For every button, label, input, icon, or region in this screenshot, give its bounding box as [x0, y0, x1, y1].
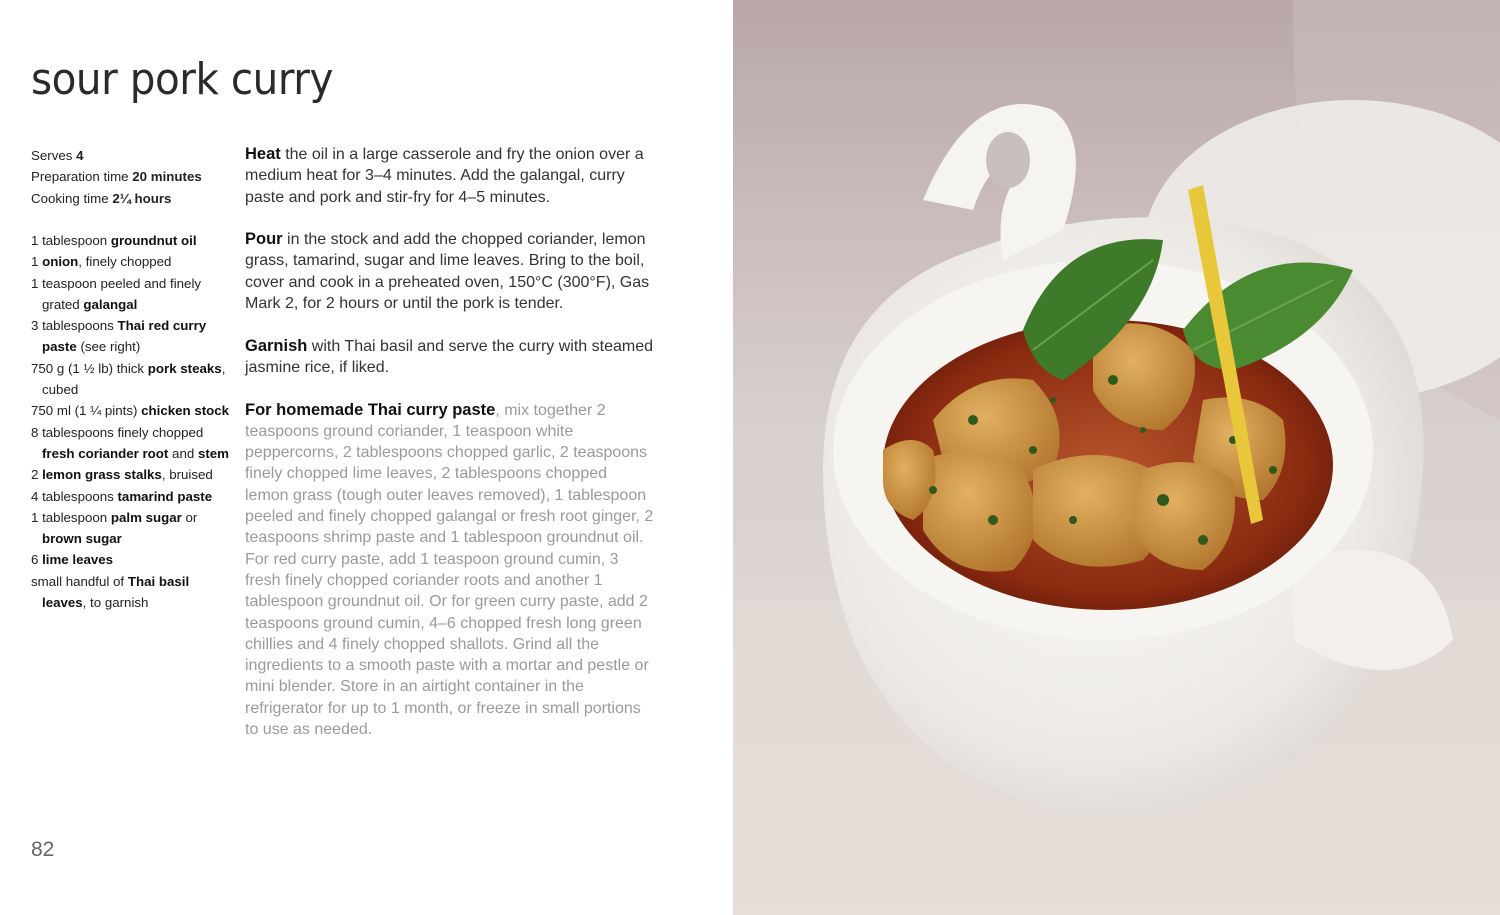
ingredient-name: pork steaks: [147, 360, 222, 376]
ingredient-item: [31, 507, 236, 550]
note-lead: For homemade Thai curry paste: [245, 400, 496, 419]
ingredient-name: lemon grass stalks: [42, 467, 162, 483]
method-step: [245, 229, 655, 314]
method-step-text: in the stock and add the chopped coriander, lemon grass, tamarind, sugar and lime leaves. Bring to the boil, cover and cook in a preheated oven, 150°C (300°F), Gas Mark 2, for 2 hours or until the pork is tender.: [245, 231, 650, 313]
ingredient-name: chicken stock: [141, 403, 230, 419]
method-step-lead: Garnish: [245, 336, 308, 355]
recipe-meta: [31, 145, 236, 209]
ingredient-detail: (see right): [76, 339, 141, 355]
prep-label: Preparation time: [31, 169, 129, 185]
ingredient-item: [31, 549, 236, 570]
ingredient-detail: , to garnish: [82, 595, 149, 611]
ingredient-detail: 3 tablespoons: [31, 318, 118, 334]
ingredient-detail: and: [168, 445, 198, 461]
serves-line: [31, 145, 236, 166]
ingredient-item: [31, 422, 236, 465]
method-step-text: with Thai basil and serve the curry with steamed jasmine rice, if liked.: [245, 337, 653, 376]
prep-value: 20 minutes: [132, 169, 202, 185]
ingredient-name: Thai red curry paste: [42, 318, 207, 355]
ingredient-detail: 1 tablespoon: [31, 509, 111, 525]
cook-time-line: [31, 188, 236, 209]
ingredient-detail: 1: [31, 254, 43, 270]
ingredient-detail: 6: [31, 552, 43, 568]
ingredient-name: lime leaves: [42, 552, 114, 568]
ingredient-detail: small handful of: [31, 573, 128, 589]
ingredient-detail: 750 g (1 ½ lb) thick: [31, 360, 148, 376]
method-step: [245, 336, 655, 379]
food-photo: [733, 0, 1500, 915]
cook-label: Cooking time: [31, 190, 109, 206]
ingredient-item: [31, 230, 236, 251]
ingredient-detail: 4 tablespoons: [31, 488, 118, 504]
ingredient-item: [31, 486, 236, 507]
recipe-title: sour pork curry: [31, 54, 333, 105]
ingredient-name: Thai basil leaves: [42, 573, 190, 611]
ingredient-item: [31, 315, 236, 358]
curry-photo-illustration: [733, 0, 1500, 915]
ingredient-detail: 750 ml (1 ¼ pints): [31, 403, 142, 419]
method-column: [245, 144, 655, 762]
method-step-text: the oil in a large casserole and fry the onion over a medium heat for 3–4 minutes. Add the galangal, curry paste and pork and stir-fry for 4–5 minutes.: [245, 146, 644, 206]
ingredient-name: onion: [42, 254, 79, 270]
method-step-lead: Heat: [245, 145, 281, 163]
ingredient-item: [31, 400, 236, 421]
curry-paste-note: [245, 400, 655, 741]
ingredient-detail: 2: [31, 467, 43, 483]
ingredient-item: [31, 251, 236, 272]
ingredient-detail: 1 tablespoon: [31, 233, 111, 248]
ingredient-item: [31, 273, 236, 316]
ingredient-detail: 8 tablespoons finely chopped: [31, 424, 204, 440]
ingredient-name: stem: [197, 445, 229, 461]
cook-value: 2¼ hours: [112, 190, 172, 206]
ingredient-name: palm sugar: [110, 509, 182, 525]
ingredient-detail: , bruised: [161, 467, 213, 483]
method-step: [245, 144, 655, 208]
ingredient-name: groundnut oil: [110, 233, 197, 248]
prep-time-line: [31, 166, 236, 187]
ingredient-detail: , cubed: [42, 360, 226, 398]
ingredient-name: brown sugar: [42, 531, 122, 547]
ingredient-detail: , finely chopped: [78, 254, 172, 270]
ingredient-name: galangal: [83, 296, 138, 312]
ingredient-item: [31, 358, 236, 401]
note-text: , mix together 2 teaspoons ground coriander, 1 teaspoon white peppercorns, 2 tablespoons chopped garlic, 2 teaspoons finely chopped lime leaves, 2 tablespoons chopped lemon grass (tough outer leaves removed), 1 tablespoon peeled and finely chopped galangal or fresh root ginger, 2 teaspoons shrimp paste and 1 tablespoon groundnut oil. For red curry paste, add 1 teaspoon ground cumin, 3 fresh finely chopped coriander roots and another 1 tablespoon groundnut oil. Or for green curry paste, add 2 teaspoons ground cumin, 4–6 chopped fresh long green chillies and 4 finely chopped shallots. Grind all the ingredients to a smooth paste with a mortar and pestle or mini blender. Store in an airtight container in the refrigerator for up to 1 month, or freeze in small portions to use as needed.: [245, 401, 654, 739]
ingredient-item: [31, 464, 236, 485]
serves-label: Serves: [31, 148, 73, 163]
page-number: 82: [31, 838, 55, 861]
ingredient-list: [31, 230, 236, 613]
method-step-lead: Pour: [245, 230, 283, 249]
ingredient-name: fresh coriander root: [42, 445, 169, 461]
serves-value: 4: [76, 148, 84, 163]
ingredient-item: [31, 571, 236, 614]
left-page: [0, 0, 733, 915]
ingredient-name: tamarind paste: [117, 488, 213, 504]
ingredient-detail: or: [181, 509, 198, 525]
ingredient-detail: 1 teaspoon peeled and finely grated: [31, 275, 202, 312]
